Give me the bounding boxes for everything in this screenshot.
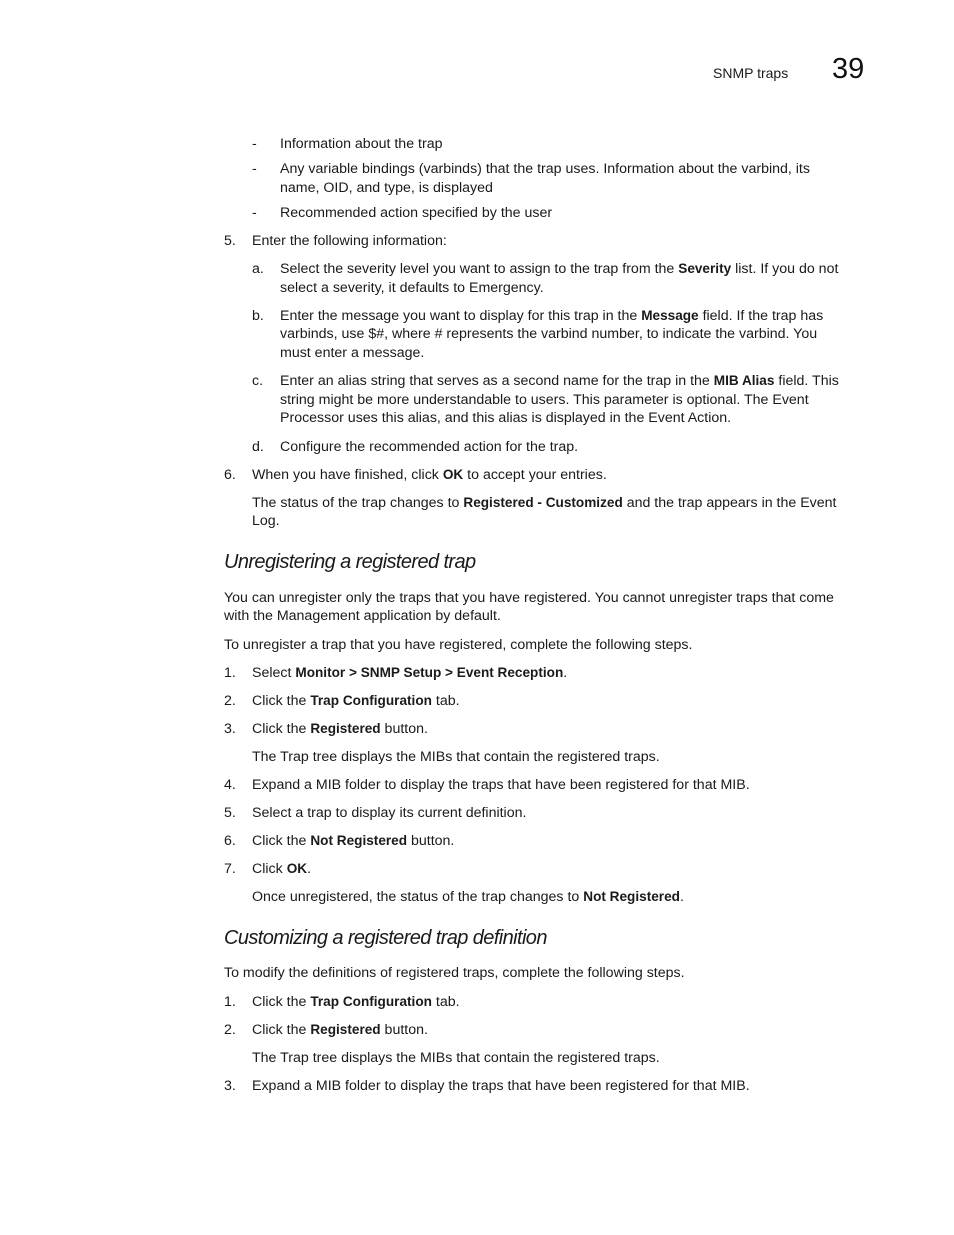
step-number: 3. bbox=[224, 1078, 236, 1094]
bullet-text: Recommended action specified by the user bbox=[280, 205, 553, 221]
text-run: . bbox=[679, 889, 684, 905]
substep-text: varbinds, use $#, where # represents the varbind number, to indicate the varbind. You bbox=[280, 326, 818, 342]
substep-marker: b. bbox=[252, 308, 264, 324]
step-text bbox=[252, 993, 460, 1012]
ui-label-severity: Severity bbox=[678, 261, 732, 276]
step-text bbox=[252, 1021, 428, 1040]
text-run: Click the bbox=[252, 994, 311, 1010]
text-run: and the trap appears in the Event bbox=[622, 495, 837, 511]
text-run: field. This bbox=[774, 373, 839, 389]
text-run: button. bbox=[380, 1022, 428, 1038]
paragraph: with the Management application by default. bbox=[224, 608, 501, 624]
step-text bbox=[252, 720, 428, 739]
bullet-marker: - bbox=[252, 205, 257, 221]
substep-marker: c. bbox=[252, 373, 264, 389]
step-text: Expand a MIB folder to display the traps that have been registered for that MIB. bbox=[252, 1078, 750, 1094]
step-text: Enter the following information: bbox=[252, 233, 447, 249]
text-run: The status of the trap changes to bbox=[252, 495, 464, 511]
text-run: Click the bbox=[252, 1022, 311, 1038]
step-note: Log. bbox=[252, 513, 280, 529]
step-number: 5. bbox=[224, 805, 236, 821]
ui-label-trap-configuration: Trap Configuration bbox=[310, 693, 432, 708]
text-run: . bbox=[563, 665, 568, 681]
ui-label-trap-configuration: Trap Configuration bbox=[310, 994, 432, 1009]
step-number: 3. bbox=[224, 721, 236, 737]
text-run: button. bbox=[380, 721, 428, 737]
substep-text: must enter a message. bbox=[280, 345, 425, 361]
ui-label-ok: OK bbox=[442, 467, 464, 482]
step-number: 4. bbox=[224, 777, 236, 793]
text-run: Click the bbox=[252, 833, 311, 849]
ui-menu-path: Monitor > SNMP Setup > Event Reception bbox=[295, 665, 564, 680]
text-run: field. If the trap has bbox=[698, 308, 824, 324]
step-text: Expand a MIB folder to display the traps that have been registered for that MIB. bbox=[252, 777, 750, 793]
step-text bbox=[252, 466, 607, 485]
step-note: The Trap tree displays the MIBs that contain the registered traps. bbox=[252, 749, 660, 765]
ui-label-registered: Registered bbox=[310, 1022, 381, 1037]
ui-label-not-registered: Not Registered bbox=[583, 889, 680, 904]
substep-marker: d. bbox=[252, 439, 264, 455]
text-run: tab. bbox=[431, 994, 460, 1010]
text-run: Select the severity level you want to assign to the trap from the bbox=[280, 261, 679, 277]
running-header-title: SNMP traps bbox=[713, 65, 789, 81]
text-run: tab. bbox=[431, 693, 460, 709]
step-number: 7. bbox=[224, 861, 236, 877]
step-note bbox=[252, 494, 837, 513]
step-number: 1. bbox=[224, 665, 236, 681]
text-run: to accept your entries. bbox=[463, 467, 607, 483]
step-number: 6. bbox=[224, 467, 236, 483]
text-run: button. bbox=[407, 833, 455, 849]
text-run: Enter an alias string that serves as a second name for the trap in the bbox=[280, 373, 714, 389]
bullet-text: Any variable bindings (varbinds) that the trap uses. Information about the varbind, its bbox=[280, 161, 810, 177]
paragraph: To modify the definitions of registered traps, complete the following steps. bbox=[224, 965, 685, 981]
step-text bbox=[252, 832, 454, 851]
text-run: list. If you do not bbox=[731, 261, 839, 277]
step-text bbox=[252, 860, 311, 879]
ui-label-not-registered: Not Registered bbox=[310, 833, 408, 848]
step-number: 6. bbox=[224, 833, 236, 849]
ui-label-ok: OK bbox=[286, 861, 308, 876]
step-text: Select a trap to display its current definition. bbox=[252, 805, 527, 821]
paragraph: You can unregister only the traps that you have registered. You cannot unregister traps that come bbox=[224, 590, 834, 606]
bullet-text: Information about the trap bbox=[280, 136, 443, 152]
text-run: . bbox=[307, 861, 312, 877]
substep-marker: a. bbox=[252, 261, 264, 277]
step-text bbox=[252, 692, 460, 711]
substep-text: select a severity, it defaults to Emergency. bbox=[280, 280, 544, 296]
text-run: When you have finished, click bbox=[252, 467, 443, 483]
step-number: 2. bbox=[224, 1022, 236, 1038]
step-note bbox=[252, 888, 684, 907]
bullet-marker: - bbox=[252, 161, 257, 177]
step-number: 5. bbox=[224, 233, 236, 249]
chapter-number: 39 bbox=[832, 53, 865, 85]
section-heading: Unregistering a registered trap bbox=[224, 551, 476, 573]
text-run: Select bbox=[252, 665, 296, 681]
substep-text: string might be more understandable to users. This parameter is optional. The Event bbox=[280, 392, 809, 408]
step-text bbox=[252, 664, 567, 683]
substep-text bbox=[280, 260, 838, 279]
paragraph: To unregister a trap that you have registered, complete the following steps. bbox=[224, 637, 693, 653]
section-heading: Customizing a registered trap definition bbox=[224, 927, 547, 949]
step-note: The Trap tree displays the MIBs that contain the registered traps. bbox=[252, 1050, 660, 1066]
substep-text: Processor uses this alias, and this alias is displayed in the Event Action. bbox=[280, 410, 732, 426]
text-run: Click bbox=[252, 861, 287, 877]
bullet-marker: - bbox=[252, 136, 257, 152]
ui-label-mib-alias: MIB Alias bbox=[713, 373, 775, 388]
step-number: 2. bbox=[224, 693, 236, 709]
substep-text bbox=[280, 307, 823, 326]
substep-text: Configure the recommended action for the trap. bbox=[280, 439, 579, 455]
ui-label-registered: Registered bbox=[310, 721, 381, 736]
ui-label-message: Message bbox=[641, 308, 699, 323]
ui-label-status: Registered - Customized bbox=[463, 495, 623, 510]
text-run: Once unregistered, the status of the trap changes to bbox=[252, 889, 584, 905]
substep-text bbox=[280, 372, 839, 391]
bullet-text: name, OID, and type, is displayed bbox=[280, 180, 493, 196]
step-number: 1. bbox=[224, 994, 236, 1010]
text-run: Click the bbox=[252, 693, 311, 709]
text-run: Enter the message you want to display for this trap in the bbox=[280, 308, 642, 324]
text-run: Click the bbox=[252, 721, 311, 737]
